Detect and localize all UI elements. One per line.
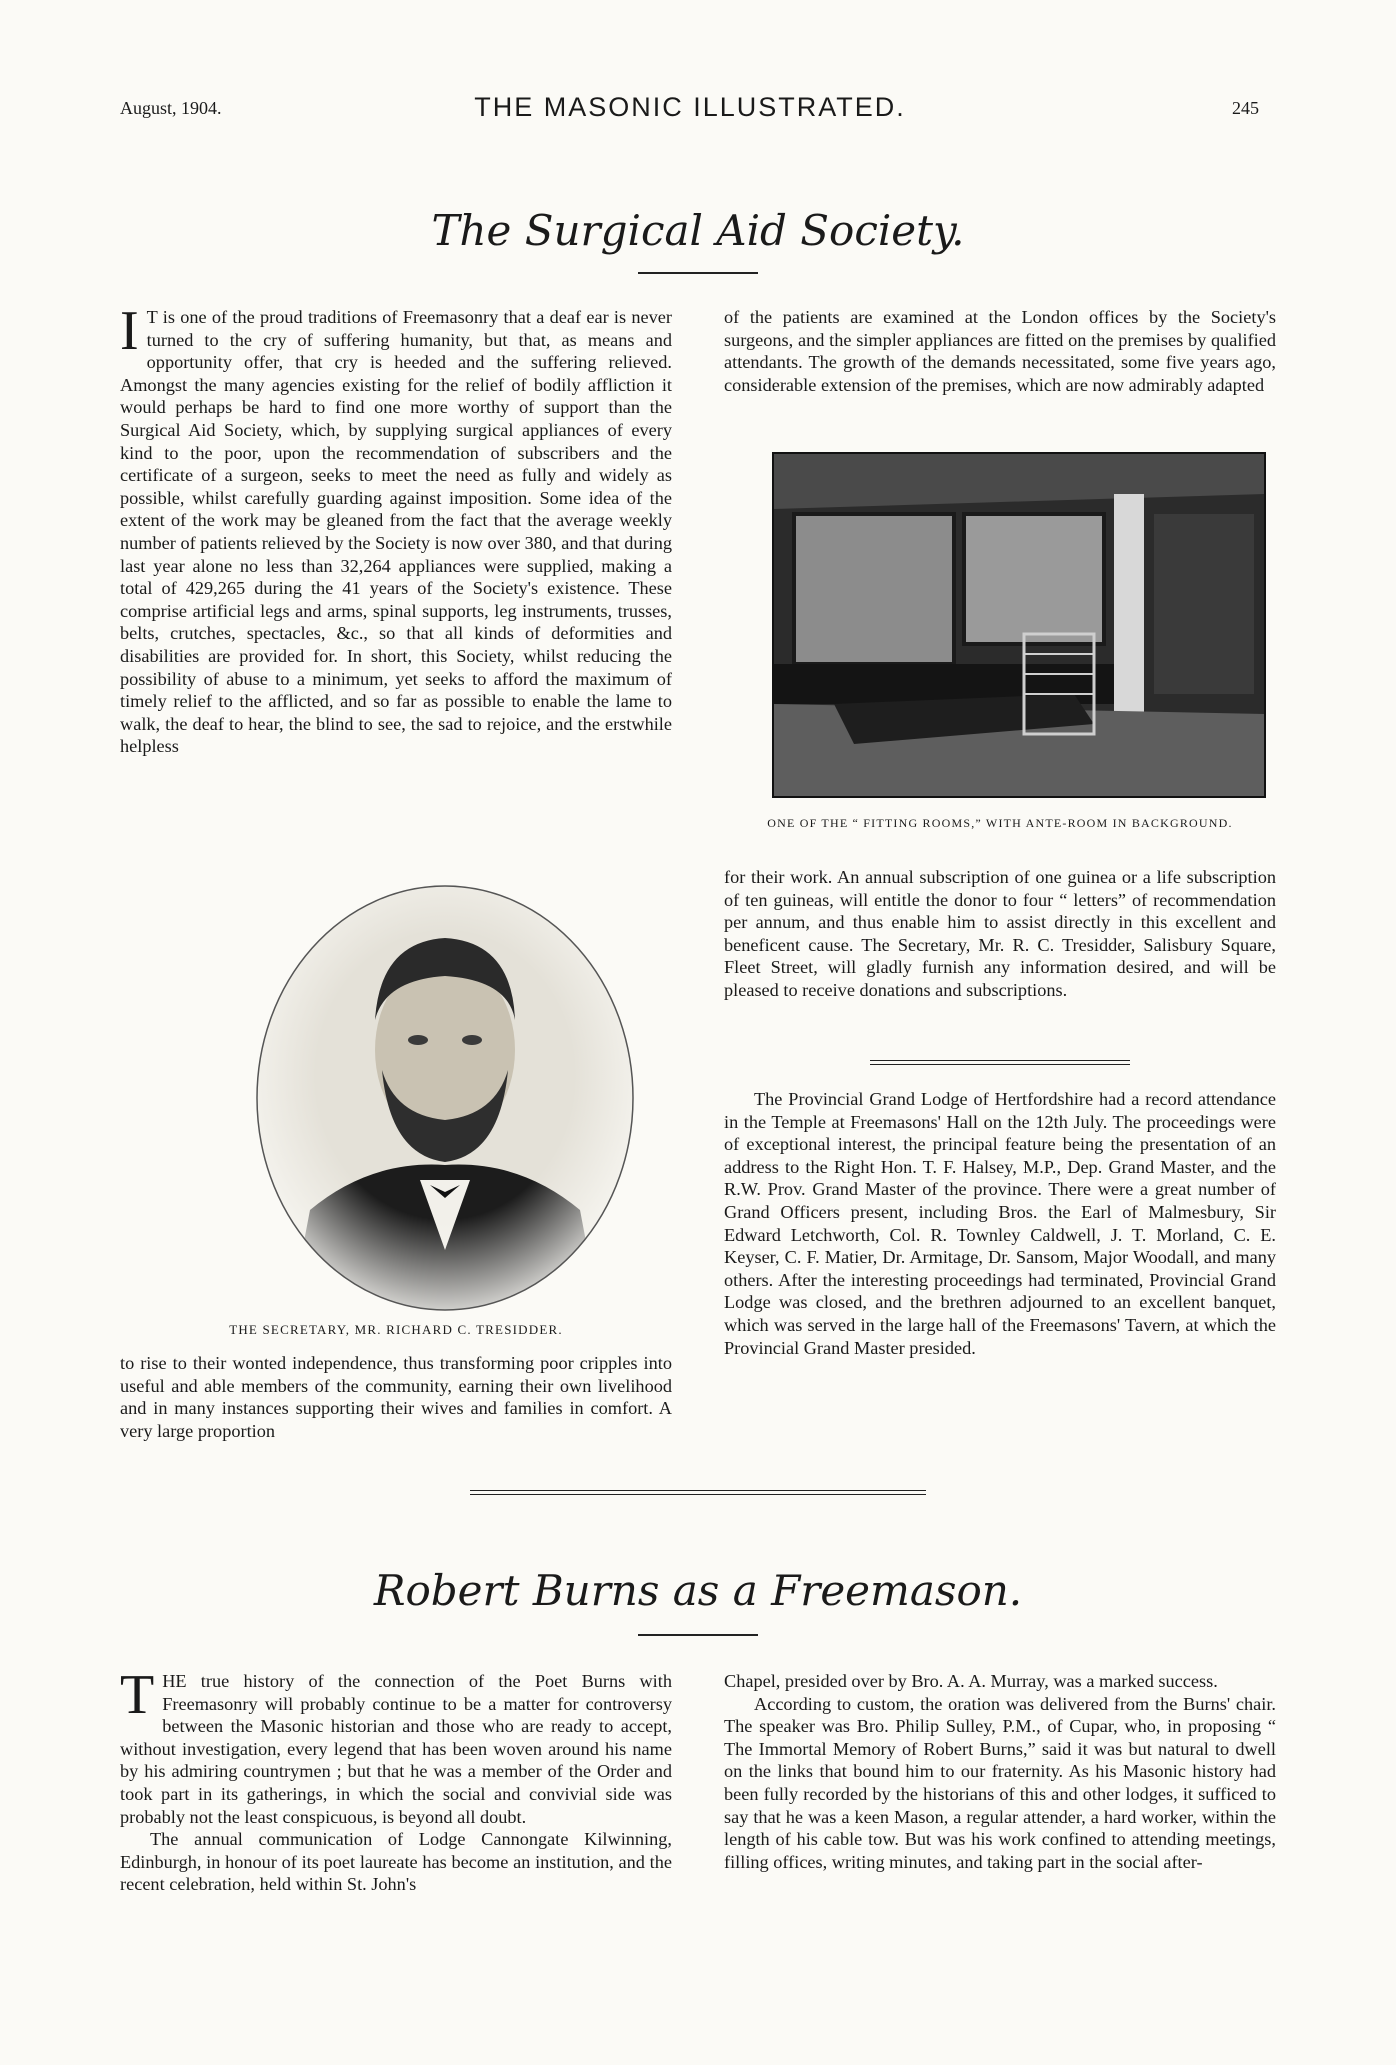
burns-paragraph-3: Chapel, presided over by Bro. A. A. Murray, was a marked success. — [724, 1671, 1218, 1691]
title-rule-2 — [638, 1634, 758, 1636]
article-title-burns: Robert Burns as a Freemason. — [373, 1566, 1023, 1615]
surgical-aid-left-column-continued — [120, 1352, 672, 1442]
section-divider — [870, 1060, 1130, 1065]
page-number: 245 — [1232, 98, 1259, 118]
secretary-portrait — [250, 880, 640, 1315]
hertfordshire-lodge-article — [724, 1088, 1276, 1359]
surgical-aid-paragraph-4: for their work. An annual subscription of one guinea or a life subscription of ten guineas, will entitle the donor to four “ letters” of recommendation per annum, and thus enable him to assist directly in this excellent and beneficent cause. The Secretary, Mr. R. C. Tresidder, Salisbury Square, Fleet Street, will gladly furnish any information desired, and will be pleased to receive donations and subscriptions. — [724, 867, 1276, 1000]
drop-cap: I — [120, 300, 139, 362]
surgical-aid-paragraph-2: to rise to their wonted independence, thus transforming poor cripples into useful and able members of the community, earning their own livelihood and in many instances supporting their wives and families in comfort. A very large proportion — [120, 1353, 672, 1441]
drop-cap-2: T — [120, 1664, 155, 1726]
burns-left-column — [120, 1664, 672, 1896]
article-title-surgical-aid: The Surgical Aid Society. — [431, 206, 965, 255]
surgical-aid-paragraph-1: T is one of the proud traditions of Freemasonry that a deaf ear is never turned to the cry of suffering humanity, but that, as means and opportunity offer, that cry is heeded and the suffering relieved. Amongst the many agencies existing for the relief of bodily affliction it would perhaps be hard to find one more worthy of support than the Surgical Aid Society, which, by supplying surgical appliances of every kind to the poor, upon the recommendation of subscribers and the certificate of a surgeon, seeks to meet the need as fully and widely as possible, whilst carefully guarding against imposition. Some idea of the extent of the work may be gleaned from the fact that the average weekly number of patients relieved by the Society is now over 380, and that during last year alone no less than 32,264 appliances were supplied, making a total of 429,265 during the 41 years of the Society's existence. These comprise artificial legs and arms, spinal supports, leg instruments, trusses, belts, crutches, spectacles, &c., so that all kinds of deformities and disabilities are provided for. In short, this Society, whilst reducing the possibility of abuse to a minimum, yet seeks to afford the maximum of timely relief to the afflicted, and so far as possible to enable the lame to walk, the deaf to hear, the blind to see, the sad to rejoice, and the erstwhile helpless — [120, 307, 672, 757]
burns-right-column — [724, 1670, 1276, 1873]
room-caption: ONE OF THE “ FITTING ROOMS,” WITH ANTE-ROOM IN BACKGROUND. — [767, 816, 1233, 830]
issue-date: August, 1904. — [120, 98, 222, 118]
surgical-aid-right-column-continued — [724, 866, 1276, 1002]
surgical-aid-right-column — [724, 306, 1276, 396]
hertfordshire-lodge-paragraph: The Provincial Grand Lodge of Hertfordshire had a record attendance in the Temple at Freemasons' Hall on the 12th July. The proceedings were of exceptional interest, the principal feature being the presentation of an address to the Right Hon. T. F. Halsey, M.P., Dep. Grand Master, and the R.W. Prov. Grand Master of the province. There were a great number of Grand Officers present, including Bros. the Earl of Malmesbury, Sir Edward Letchworth, Col. R. Townley Caldwell, J. T. Morland, C. E. Keyser, C. F. Matier, Dr. Armitage, Dr. Sansom, Major Woodall, and many others. After the interesting proceedings had terminated, Provincial Grand Lodge was closed, and the brethren adjourned to an excellent banquet, which was served in the large hall of the Freemasons' Tavern, at which the Provincial Grand Master presided. — [724, 1089, 1276, 1358]
article-divider — [470, 1490, 926, 1495]
surgical-aid-left-column — [120, 300, 672, 758]
burns-paragraph-2: The annual communication of Lodge Cannongate Kilwinning, Edinburgh, in honour of its poet laureate has become an institution, and the recent celebration, held within St. John's — [120, 1829, 672, 1895]
title-rule — [638, 272, 758, 274]
portrait-caption: THE SECRETARY, MR. RICHARD C. TRESIDDER. — [229, 1322, 563, 1337]
burns-paragraph-4: According to custom, the oration was delivered from the Burns' chair. The speaker was Bro. Philip Sulley, P.M., of Cupar, who, in proposing “ The Immortal Memory of Robert Burns,” said it was but natural to dwell on the links that bound him to our fraternity. As his Masonic history had been fully recorded by the historians of this and other lodges, it sufficed to say that he was a keen Mason, a regular attender, a hard worker, within the length of his cable tow. But was his work confined to attending meetings, filling offices, writing minutes, and taking part in the social after- — [724, 1693, 1276, 1872]
publication-title: THE MASONIC ILLUSTRATED. — [474, 92, 906, 122]
burns-paragraph-1: HE true history of the connection of the Poet Burns with Freemasonry will probably continue to be a matter for controversy between the Masonic historian and those who are ready to accept, without investigation, every legend that has been woven around his name by his admiring countrymen ; but that he was a member of the Order and took part in its gatherings, in which the social and convivial side was probably not the least conspicuous, is beyond all doubt. — [120, 1671, 672, 1827]
surgical-aid-paragraph-3: of the patients are examined at the London offices by the Society's surgeons, and the simpler appliances are fitted on the premises by qualified attendants. The growth of the demands necessitated, some five years ago, considerable extension of the premises, which are now admirably adapted — [724, 307, 1276, 395]
fitting-room-photo — [772, 452, 1266, 798]
